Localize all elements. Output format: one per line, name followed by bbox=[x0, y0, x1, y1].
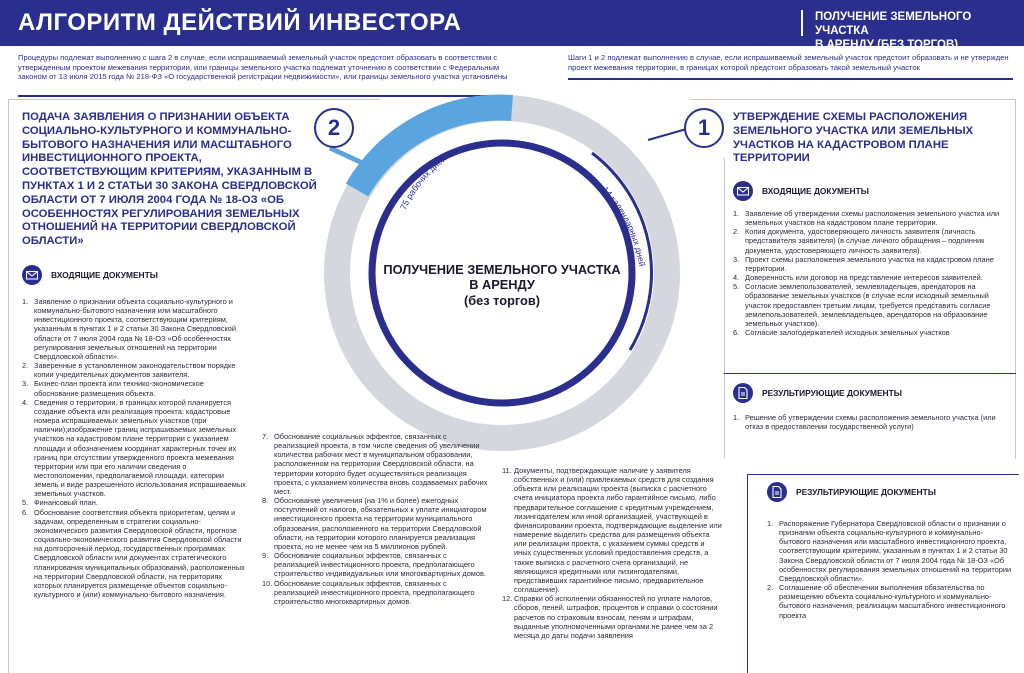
list-item bbox=[733, 282, 1009, 328]
step2-badge: 2 bbox=[314, 108, 354, 148]
list-item-number: 1. bbox=[733, 413, 740, 422]
list-item bbox=[733, 413, 1009, 431]
intro-note-right: Шаги 1 и 2 подлежат выполнению в случае, если испрашиваемый земельный участок предстоит образовать и не утвержден проект межевания территории, в границах которой предстоит образовать такой земельный участок bbox=[568, 53, 1009, 72]
list-item-text: Согласие залогодержателей исходных земельных участков bbox=[745, 328, 950, 338]
list-item-number: 4. bbox=[733, 273, 740, 283]
list-item bbox=[262, 551, 488, 578]
list-item bbox=[262, 579, 488, 606]
list-item-number: 2. bbox=[22, 361, 29, 371]
list-item bbox=[22, 361, 248, 379]
list-item bbox=[767, 583, 1013, 620]
step2-incoming-list-col2 bbox=[262, 432, 488, 606]
arc-label-75-days: 75 рабочих дней bbox=[397, 153, 449, 212]
step2-result-list bbox=[767, 519, 1013, 620]
list-item-text: Распоряжение Губернатора Свердловской области о признании о признании объекта социально-культурного и коммунально-бытового назначения или масштабного инвестиционного проекта, соответствующим критериям, указанным в пунктах 1 и 2 статьи 30 Закона Свердловской области от 7 июля 2004 года № 18-ОЗ «Об особенностях регулирования земельных отношений на территории Свердловской области». bbox=[779, 519, 1012, 583]
list-item-text: Обоснование социальных эффектов, связанных с реализацией инвестиционного проекта, предполагающего строительство индивидуальных или многоквартирных домов. bbox=[274, 551, 486, 579]
step1-result-heading-label: РЕЗУЛЬТИРУЮЩИЕ ДОКУМЕНТЫ bbox=[762, 388, 902, 398]
step1-incoming-heading-label: ВХОДЯЩИЕ ДОКУМЕНТЫ bbox=[762, 186, 869, 196]
list-item-text: Финансовый план. bbox=[34, 498, 98, 508]
step2-incoming-heading-label: ВХОДЯЩИЕ ДОКУМЕНТЫ bbox=[51, 270, 158, 280]
step2-title: ПОДАЧА ЗАЯВЛЕНИЯ О ПРИЗНАНИИ ОБЪЕКТА СОЦИАЛЬНО-КУЛЬТУРНОГО И КОММУНАЛЬНО-БЫТОВОГО НАЗНАЧЕНИЯ ИЛИ МАСШТАБНОГО ИНВЕСТИЦИОННОГО ПРОЕКТА, СООТВЕТСТВУЮЩИМ КРИТЕРИЯМ, УКАЗАННЫМ В ПУНКТАХ 1 И 2 СТАТЬИ 30 ЗАКОНА СВЕРДЛОВСКОЙ ОБЛАСТИ ОТ 7 ИЮЛЯ 2004 ГОДА № 18-ОЗ «ОБ ОСОБЕННОСТЯХ РЕГУЛИРОВАНИЯ ЗЕМЕЛЬНЫХ ОТНОШЕНИЙ НА ТЕРРИТОРИИ СВЕРДЛОВСКОЙ ОБЛАСТИ» bbox=[22, 111, 317, 248]
list-item-number: 8. bbox=[262, 496, 269, 506]
list-item-number: 1. bbox=[733, 209, 740, 218]
list-item bbox=[733, 209, 1009, 227]
list-item bbox=[262, 496, 488, 551]
list-item-number: 4. bbox=[22, 397, 29, 407]
list-item-number: 3. bbox=[22, 379, 29, 389]
step1-title: УТВЕРЖДЕНИЕ СХЕМЫ РАСПОЛОЖЕНИЯ ЗЕМЕЛЬНОГО УЧАСТКА ИЛИ ЗЕМЕЛЬНЫХ УЧАСТКОВ НА КАДАСТРОВОМ ПЛАНЕ ТЕРРИТОРИИ bbox=[733, 111, 974, 165]
list-item-number: 6. bbox=[22, 507, 29, 517]
list-item-text: Справки об исполнении обязанностей по уплате налогов, сборов, пеней, штрафов, процентов и справки о состоянии расчетов по страховым взносам, пеням и штрафам, выданные уполномоченными органами не ранее чем за 2 месяца до даты подачи заявления bbox=[514, 594, 718, 640]
intro-note-left: Процедуры подлежат выполнению с шага 2 в случае, если испрашиваемый земельный участок предстоит образовать в соответствии с утвержденным проектом межевания территории, или границы земельного участка подлежат уточнению в соответствии с Федеральным законом от 13 июля 2015 года № 218-ФЗ «О государственной регистрации недвижимости», или границы земельного участка установлены bbox=[18, 53, 508, 82]
list-item-number: 1. bbox=[767, 519, 774, 528]
step2-result-heading bbox=[767, 482, 936, 502]
step2-incoming-list-col1 bbox=[22, 297, 248, 599]
step2-incoming-heading bbox=[22, 265, 158, 285]
list-item-text: Обоснование социальных эффектов, связанных с реализацией проекта, в том числе сведения об увеличении количества рабочих мест в муниципальном образовании, расположенном на территории Свердловской области, на территории которого будет осуществляться реализация проекта, с указанием количества вновь создаваемых рабочих мест. bbox=[274, 432, 488, 496]
list-item-number: 12. bbox=[502, 594, 513, 604]
list-item-text: Согласие землепользователей, землевладельцев, арендаторов на образование земельных участков (в случае если исходный земельный участок предоставлен третьим лицам, требуется представить согласие землепользователей, землевладельцев, арендаторов на образование земельных участков). bbox=[745, 282, 991, 328]
list-item bbox=[502, 466, 722, 594]
list-item-number: 9. bbox=[262, 551, 269, 561]
list-item-text: Заявление об утверждении схемы расположения земельного участка или земельных участков на кадастровом плане территории. bbox=[745, 209, 1000, 228]
header-subtitle-line2: В АРЕНДУ (БЕЗ ТОРГОВ) bbox=[815, 39, 959, 51]
list-item bbox=[733, 255, 1009, 273]
envelope-icon bbox=[733, 181, 753, 201]
list-item-text: Соглашение об обеспечении выполнения обязательства по размещению объекта социально-культурного и коммунально-бытового назначения, реализации масштабного инвестиционного проекта bbox=[779, 583, 1006, 620]
list-item-number: 2. bbox=[767, 583, 774, 593]
list-item-text: Обоснование социальных эффектов, связанных с реализацией инвестиционного проекта, предполагающего строительство многоквартирных домов. bbox=[274, 578, 475, 606]
list-item-number: 3. bbox=[733, 254, 740, 264]
list-item-number: 1. bbox=[22, 297, 29, 306]
list-item bbox=[262, 432, 488, 496]
list-item-number: 6. bbox=[733, 328, 740, 338]
list-item-text: Документы, подтверждающие наличие у заявителя собственных и (или) привлекаемых средств для создания объекта или реализации проекта (выписка с расчетного счета инициатора проекта либо гарантийное письмо, либо предварительное соглашение с кредитным учреждением, лизингодателем или иной организацией, участвующей в финансировании проекта, подтверждающие выделение или намерение выделить средства для размещения объекта или реализации проекта, с указанием суммы средств и иных существенных условий предоставления средств, а также выписка с расчетного счета организаций, не являющихся кредитными или лизингодателями, представивших гарантийное письмо, предварительное соглашение). bbox=[514, 466, 722, 595]
list-item bbox=[22, 398, 248, 499]
list-item-number: 7. bbox=[262, 432, 269, 441]
list-item bbox=[22, 508, 248, 600]
document-icon bbox=[733, 383, 753, 403]
list-item-text: Обоснование соответствия объекта приоритетам, целям и задачам, определенным в стратегии социально-экономического развития Свердловской области, прогнозе социально-экономического развития Свердловской области на долгосрочный период, государственных программах Свердловской области или документах стратегического планирования муниципальных образований, расположенных на территории Свердловской области, на территориях которых планируется размещение объектов социально-культурного и (или) коммунально-бытового назначения. bbox=[34, 507, 245, 599]
list-item bbox=[22, 498, 248, 507]
arc-label-14-days: 14 календарных дней bbox=[600, 184, 648, 268]
list-item bbox=[22, 379, 248, 397]
document-icon bbox=[767, 482, 787, 502]
list-item-text: Бизнес-план проекта или технико-экономическое обоснование размещения объекта. bbox=[34, 379, 204, 398]
list-item-text: Проект схемы расположения земельного участка на кадастровом плане территории. bbox=[745, 254, 994, 273]
list-item bbox=[767, 519, 1013, 583]
list-item-text: Решение об утверждении схемы расположения земельного участка (или отказ в предоставлении государственной услуги) bbox=[745, 413, 996, 432]
list-item-number: 2. bbox=[733, 227, 740, 237]
list-item bbox=[502, 594, 722, 640]
center-title-block bbox=[380, 262, 624, 308]
list-item bbox=[733, 227, 1009, 254]
list-item bbox=[22, 297, 248, 361]
step2-incoming-list-col3 bbox=[502, 466, 722, 640]
list-item bbox=[733, 273, 1009, 282]
envelope-icon bbox=[22, 265, 42, 285]
center-title: ПОЛУЧЕНИЕ ЗЕМЕЛЬНОГО УЧАСТКА В АРЕНДУ bbox=[383, 262, 621, 292]
list-item-text: Обоснование увеличения (на 1% и более) ежегодных поступлений от налогов, обязательных к уплате инициатором инвестиционного проекта на территории муниципального образования, расположенного на территории Свердловской области, на территории которого планируется реализация проекта, но не менее чем на 5 миллионов рублей. bbox=[274, 496, 487, 551]
step1-result-list bbox=[733, 413, 1009, 431]
center-subtitle: (без торгов) bbox=[463, 293, 541, 308]
list-item-number: 5. bbox=[733, 282, 740, 292]
list-item-text: Доверенность или договор на представление интересов заявителей. bbox=[745, 273, 983, 283]
step1-result-heading bbox=[733, 383, 902, 403]
list-item-text: Заверенные в установленном законодательством порядке копии учредительных документов заявителя. bbox=[34, 361, 236, 380]
list-item-text: Сведения о территории, в границах которой планируется создание объекта или реализация проекта: кадастровые номера испрашиваемых земельных участков (при наличии);изображение границ испрашиваемых земельных участков на кадастровом плане территории с указанием площади и обозначением координат характерных точек их границ при отсутствии утвержденного проекта межевания территории или при его наличии сведения о местоположении, предполагаемой площади, категории земель и виде разрешенного использования испрашиваемых земельных участков. bbox=[34, 397, 246, 499]
list-item bbox=[733, 328, 1009, 337]
step2-result-heading-label: РЕЗУЛЬТИРУЮЩИЕ ДОКУМЕНТЫ bbox=[796, 487, 936, 497]
step1-incoming-list bbox=[733, 209, 1009, 337]
list-item-number: 11. bbox=[502, 466, 512, 475]
list-item-number: 5. bbox=[22, 498, 29, 508]
header-subtitle-line1: ПОЛУЧЕНИЕ ЗЕМЕЛЬНОГО УЧАСТКА bbox=[815, 11, 972, 37]
page-title: АЛГОРИТМ ДЕЙСТВИЙ ИНВЕСТОРА bbox=[18, 9, 462, 36]
list-item-text: Заявление о признании объекта социально-культурного и коммунально-бытового назначения или масштабного инвестиционного проекта, соответствующим критериям, указанным в пунктах 1 и 2 статьи 30 Закона Свердловской области от 7 июля 2004 года № 18-ОЗ «Об особенностях регулирования земельных отношений на территории Свердловской области». bbox=[34, 297, 236, 361]
step1-badge: 1 bbox=[684, 108, 724, 148]
list-item-text: Копия документа, удостоверяющего личность заявителя (личность представителя заявителя) (в случае личного обращения – подлинник документа, удостоверяющего личность заявителя). bbox=[745, 227, 985, 255]
list-item-number: 10. bbox=[262, 578, 273, 588]
step1-incoming-heading bbox=[733, 181, 869, 201]
